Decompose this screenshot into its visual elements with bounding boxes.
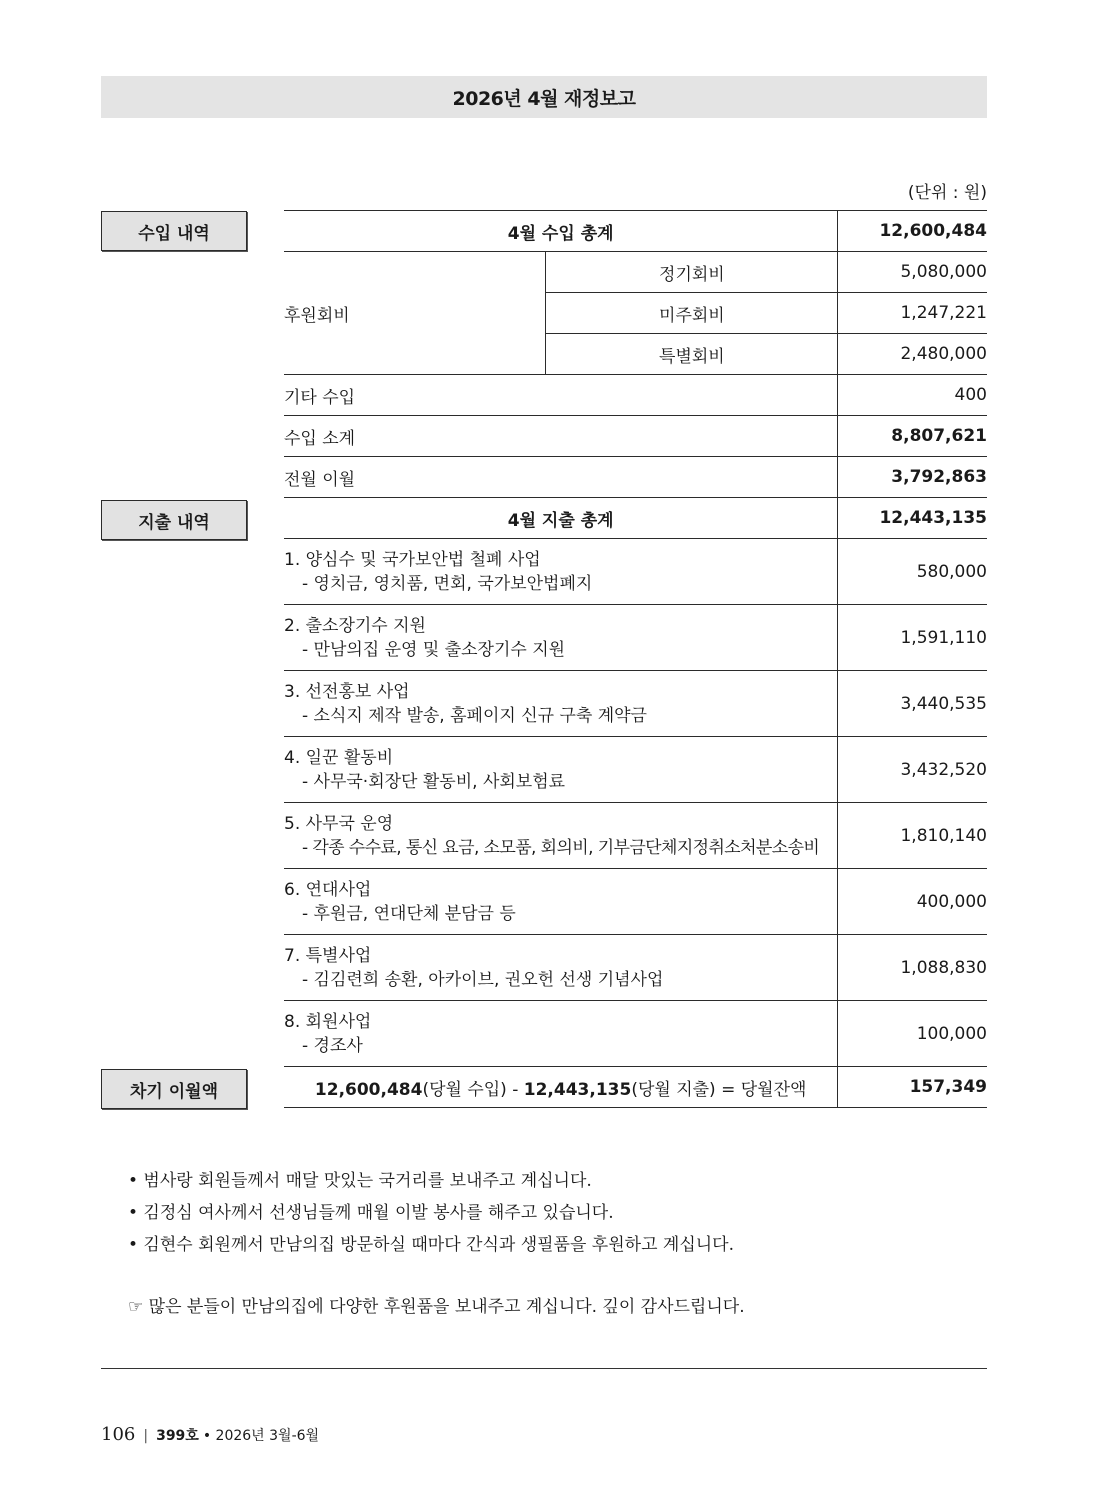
expense-item-detail: - 사무국·회장단 활동비, 사회보험료: [302, 771, 566, 792]
expense-item-title: 6. 연대사업: [284, 879, 372, 900]
issue-date: • 2026년 3월-6월: [202, 1428, 320, 1444]
income-total-label: 4월 수입 총계: [284, 211, 838, 252]
expense-total-label: 4월 지출 총계: [284, 498, 838, 539]
expense-total-row: [284, 498, 987, 539]
unit-note: (단위 : 원): [907, 183, 987, 203]
formula-expense-note: (당월 지출) = 당월잔액: [631, 1079, 807, 1100]
table-row: [284, 935, 987, 1001]
expense-item-detail: - 각종 수수료, 통신 요금, 소모품, 회의비, 기부금단체지정취소처분소송비: [302, 837, 820, 858]
expense-item-title: 1. 양심수 및 국가보안법 철폐 사업: [284, 549, 541, 570]
expense-item: [284, 869, 838, 935]
dues-amount: 5,080,000: [838, 252, 987, 293]
footer-separator: |: [143, 1428, 149, 1444]
table-row: [284, 1001, 987, 1067]
expense-item-amount: 400,000: [838, 869, 987, 935]
expense-item-title: 2. 출소장기수 지원: [284, 615, 426, 636]
expense-item-amount: 3,432,520: [838, 737, 987, 803]
dues-amount: 2,480,000: [838, 334, 987, 375]
expense-item-title: 8. 회원사업: [284, 1011, 372, 1032]
report-title: 2026년 4월 재정보고: [452, 87, 636, 110]
expense-item-title: 7. 특별사업: [284, 945, 372, 966]
report-title-bar: [101, 76, 987, 118]
dues-group-label: 후원회비: [284, 252, 546, 375]
table-row: [284, 737, 987, 803]
expense-item-detail: - 후원금, 연대단체 분담금 등: [302, 903, 516, 924]
footer-divider: [101, 1368, 987, 1369]
expense-item-amount: 1,810,140: [838, 803, 987, 869]
expense-item-detail: - 만남의집 운영 및 출소장기수 지원: [302, 639, 566, 660]
expense-item-title: 4. 일꾼 활동비: [284, 747, 394, 768]
list-item: • 김현수 회원께서 만남의집 방문하실 때마다 간식과 생필품을 후원하고 계십니다.: [128, 1235, 734, 1255]
income-subtotal-amount: 8,807,621: [838, 416, 987, 457]
dues-name: 정기회비: [546, 252, 838, 293]
other-income-label: 기타 수입: [284, 375, 838, 416]
page-footer: [101, 1424, 319, 1445]
table-row: [284, 671, 987, 737]
expense-item-detail: - 영치금, 영치품, 면회, 국가보안법폐지: [302, 573, 593, 594]
expense-item: [284, 1001, 838, 1067]
issue-number: 399호: [156, 1428, 199, 1444]
expense-item: [284, 539, 838, 605]
formula-income-amount: 12,600,484: [314, 1079, 423, 1100]
table-row: [284, 457, 987, 498]
expense-item: [284, 935, 838, 1001]
table-row: [284, 869, 987, 935]
carryover-row: [284, 1067, 987, 1108]
expense-item-title: 5. 사무국 운영: [284, 813, 394, 834]
table-row: [284, 252, 987, 293]
table-row: [284, 605, 987, 671]
income-total-amount: 12,600,484: [838, 211, 987, 252]
prev-carryover-label: 전월 이월: [284, 457, 838, 498]
table-row: [284, 375, 987, 416]
table-row: [284, 803, 987, 869]
expense-item-amount: 1,088,830: [838, 935, 987, 1001]
expense-item: [284, 803, 838, 869]
expense-item-amount: 580,000: [838, 539, 987, 605]
expense-item-detail: - 소식지 제작 발송, 홈페이지 신규 구축 계약금: [302, 705, 647, 726]
dues-name: 미주회비: [546, 293, 838, 334]
expense-item-detail: - 김김련희 송환, 아카이브, 권오헌 선생 기념사업: [302, 969, 664, 990]
expense-item-amount: 100,000: [838, 1001, 987, 1067]
formula-expense-amount: 12,443,135: [523, 1079, 632, 1100]
expense-total-amount: 12,443,135: [838, 498, 987, 539]
income-total-row: [284, 211, 987, 252]
page-number: 106: [101, 1424, 136, 1445]
carryover-section-label: 차기 이월액: [101, 1069, 247, 1109]
income-subtotal-label: 수입 소계: [284, 416, 838, 457]
dues-amount: 1,247,221: [838, 293, 987, 334]
list-item: • 김정심 여사께서 선생님들께 매월 이발 봉사를 해주고 있습니다.: [128, 1203, 614, 1223]
expense-item-amount: 3,440,535: [838, 671, 987, 737]
expense-section-label: 지출 내역: [101, 500, 247, 540]
expense-item-title: 3. 선전홍보 사업: [284, 681, 410, 702]
dues-name: 특별회비: [546, 334, 838, 375]
list-item: • 범사랑 회원들께서 매달 맛있는 국거리를 보내주고 계십니다.: [128, 1171, 592, 1191]
expense-item-detail: - 경조사: [302, 1035, 363, 1056]
expense-item: [284, 605, 838, 671]
thanks-note: ☞ 많은 분들이 만남의집에 다양한 후원품을 보내주고 계십니다. 깊이 감사드립니다.: [128, 1297, 745, 1317]
prev-carryover-amount: 3,792,863: [838, 457, 987, 498]
expense-item: [284, 737, 838, 803]
other-income-amount: 400: [838, 375, 987, 416]
income-section-label: 수입 내역: [101, 211, 247, 251]
expense-item-amount: 1,591,110: [838, 605, 987, 671]
table-row: [284, 416, 987, 457]
notes-list: [128, 1165, 734, 1261]
table-row: [284, 539, 987, 605]
carryover-formula: [284, 1067, 838, 1108]
formula-income-note: (당월 수입) -: [422, 1079, 524, 1100]
carryover-balance: 157,349: [838, 1067, 987, 1108]
expense-item: [284, 671, 838, 737]
finance-table: [284, 210, 987, 1108]
